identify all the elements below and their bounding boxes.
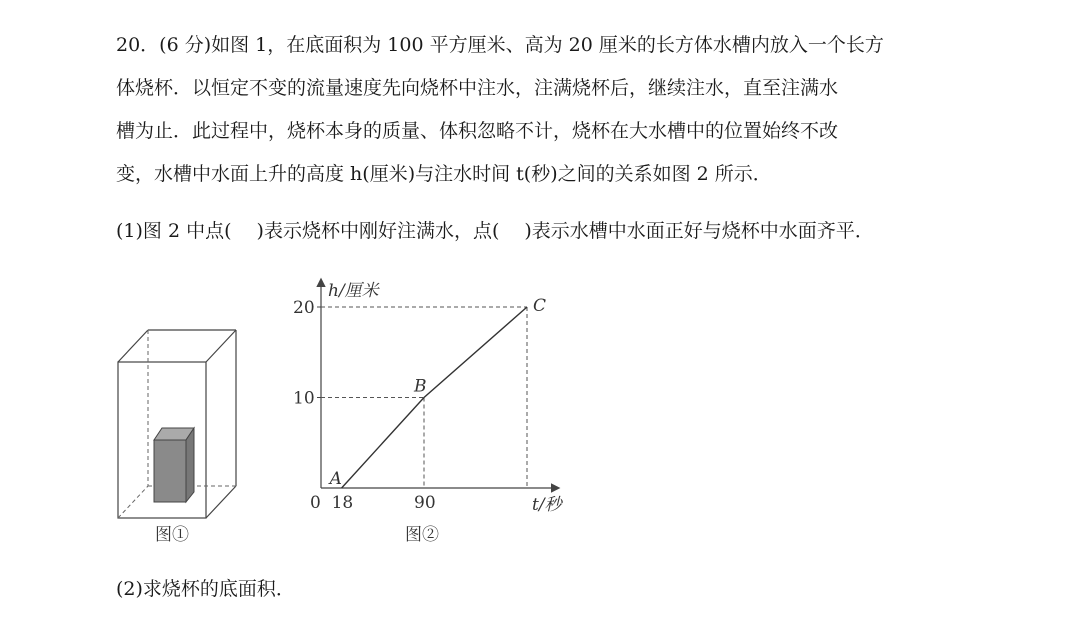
y-tick-10: 10 — [293, 388, 315, 409]
problem-line-1: 20．(6 分)如图 1，在底面积为 100 平方厘米、高为 20 厘米的长方体水槽内放入一个长方 — [116, 34, 884, 56]
y-tick-20: 20 — [293, 298, 315, 318]
problem-line-3: 槽为止．此过程中，烧杯本身的质量、体积忽略不计，烧杯在大水槽中的位置始终不改 — [116, 120, 839, 142]
point-label-A: A — [329, 469, 342, 489]
problem-statement — [116, 24, 884, 196]
problem-line-4: 变，水槽中水面上升的高度 h(厘米)与注水时间 t(秒)之间的关系如图 2 所示． — [116, 163, 772, 185]
origin-label: 0 — [310, 493, 321, 513]
figure-2-caption: 图② — [405, 525, 439, 545]
y-axis-label: h/厘米 — [328, 281, 379, 301]
tank-diagram — [110, 320, 250, 530]
line-chart — [290, 270, 580, 520]
figure-2 — [290, 270, 580, 524]
question-part-1: (1)图 2 中点( )表示烧杯中刚好注满水，点( )表示水槽中水面正好与烧杯中水面齐平． — [116, 220, 874, 242]
x-tick-18: 18 — [331, 493, 354, 513]
beaker — [154, 428, 194, 502]
question-part-2: (2)求烧杯的底面积． — [116, 578, 295, 600]
point-label-C: C — [533, 296, 547, 316]
series-line — [342, 307, 527, 488]
figure-1-caption: 图① — [155, 525, 189, 545]
point-label-B: B — [414, 376, 427, 397]
x-tick-90: 90 — [414, 493, 436, 513]
problem-line-2: 体烧杯．以恒定不变的流量速度先向烧杯中注水，注满烧杯后，继续注水，直至注满水 — [116, 77, 839, 99]
x-axis-label: t/秒 — [532, 495, 562, 515]
figure-1 — [110, 320, 250, 534]
